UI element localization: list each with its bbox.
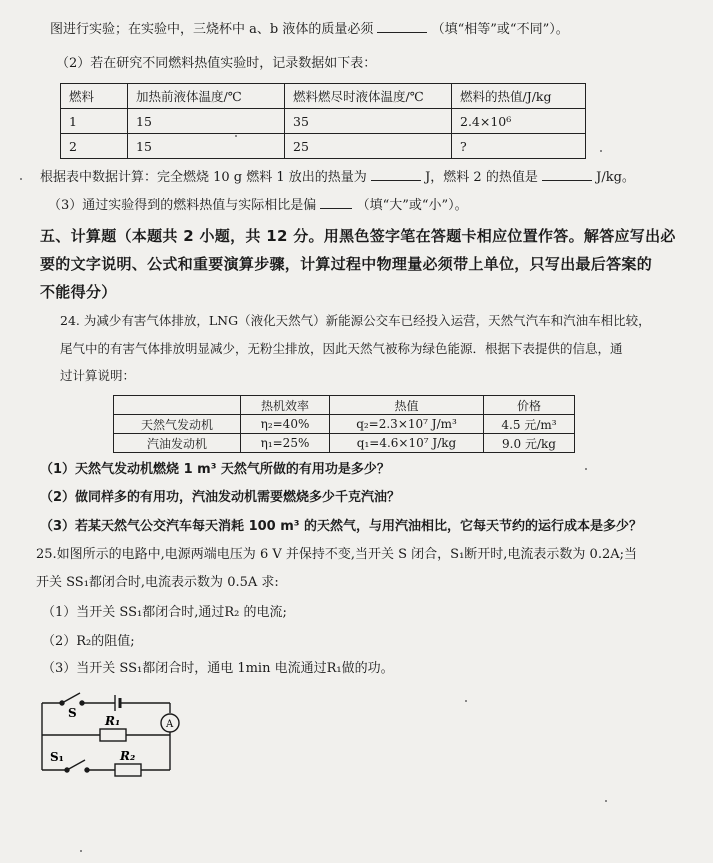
table-header-row	[114, 396, 575, 415]
question-24-3: （3）若某天然气公交汽车每天消耗 100 m³ 的天然气，与用汽油相比，它每天节约的运行成本是多少？	[40, 519, 642, 534]
section-heading: 五、计算题（本题共 2 小题，共 12 分。用黑色签字笔在答题卡相应位置作答。解答应写出必	[40, 227, 676, 245]
table-cell: 汽油发动机	[114, 434, 241, 453]
table-cell: 9.0 元/kg	[484, 434, 575, 453]
table-cell: 15	[128, 109, 285, 134]
table-cell: ?	[452, 134, 586, 159]
table-cell: 4.5 元/m³	[484, 415, 575, 434]
text: （填“大”或“小”）。	[356, 198, 468, 213]
question-25-text: 25.如图所示的电路中,电源两端电压为 6 V 并保持不变,当开关 S 闭合，S₁断开时,电流表示数为 0.2A;当	[36, 547, 637, 562]
answer-blank	[320, 196, 352, 209]
table-cell: q₂=2.3×10⁷ J/m³	[330, 415, 484, 434]
table-header: 价格	[484, 396, 575, 415]
table-cell: 25	[285, 134, 452, 159]
text: （填“相等”或“不同”）。	[431, 22, 569, 37]
table-header: 热值	[330, 396, 484, 415]
table-row	[61, 109, 586, 134]
fuel-data-table	[60, 83, 586, 159]
table-header: 加热前液体温度/℃	[128, 84, 285, 109]
table-cell: q₁=4.6×10⁷ J/kg	[330, 434, 484, 453]
table-header: 燃料燃尽时液体温度/℃	[285, 84, 452, 109]
question-24-text: 过计算说明：	[60, 368, 136, 383]
answer-blank	[377, 20, 427, 33]
question-24-1: （1）天然气发动机燃烧 1 m³ 天然气所做的有用功是多少？	[40, 462, 390, 477]
question-25-2: （2）R₂的阻值;	[42, 634, 135, 649]
table-cell: 1	[61, 109, 128, 134]
scan-speck	[465, 700, 467, 702]
table-header: 热机效率	[241, 396, 330, 415]
table-cell: 15	[128, 134, 285, 159]
ammeter-label: A	[166, 719, 174, 730]
answer-blank	[542, 168, 592, 181]
table-cell: 35	[285, 109, 452, 134]
question-24-text: 24. 为减少有害气体排放，LNG（液化天然气）新能源公交车已经投入运营，天然气汽车和汽油车相比较，	[60, 313, 651, 328]
question-25-text: 开关 SS₁都闭合时,电流表示数为 0.5A 求:	[36, 575, 279, 590]
question-25-1: （1）当开关 SS₁都闭合时,通过R₂ 的电流;	[42, 605, 287, 620]
question-24-text: 尾气中的有害气体排放明显减少，无粉尘排放，因此天然气被称为绿色能源．根据下表提供的信息，通	[60, 341, 623, 356]
text: 根据表中数据计算：完全燃烧 10 g 燃料 1 放出的热量为	[40, 170, 367, 185]
scan-speck	[585, 468, 587, 470]
text: （3）通过实验得到的燃料热值与实际相比是偏	[48, 198, 317, 213]
scan-speck	[20, 178, 22, 180]
question-line	[48, 196, 468, 215]
subquestion-2: （2）若在研究不同燃料热值实验时，记录数据如下表：	[56, 56, 377, 71]
table-header: 燃料的热值/J/kg	[452, 84, 586, 109]
text: 图进行实验；在实验中，三烧杯中 a、b 液体的质量必须	[50, 22, 374, 37]
table-cell: 2	[61, 134, 128, 159]
table-cell: η₁=25%	[241, 434, 330, 453]
scan-speck	[80, 850, 82, 852]
question-24-2: （2）做同样多的有用功，汽油发动机需要燃烧多少千克汽油？	[40, 490, 401, 505]
resistor-r1-label: R₁	[105, 714, 121, 728]
table-header	[114, 396, 241, 415]
section-heading: 不能得分）	[40, 283, 117, 301]
question-line	[50, 20, 569, 39]
circuit-diagram	[30, 685, 200, 790]
table-row	[114, 415, 575, 434]
table-header: 燃料	[61, 84, 128, 109]
section-heading: 要的文字说明、公式和重要演算步骤，计算过程中物理量必须带上单位，只写出最后答案的	[40, 255, 653, 273]
switch-s1-label: S₁	[50, 750, 64, 764]
engine-comparison-table	[113, 395, 575, 453]
table-cell: η₂=40%	[241, 415, 330, 434]
table-row	[114, 434, 575, 453]
question-25-3: （3）当开关 SS₁都闭合时，通电 1min 电流通过R₁做的功。	[42, 661, 394, 676]
table-cell: 2.4×10⁶	[452, 109, 586, 134]
scan-speck	[605, 800, 607, 802]
scan-speck	[600, 150, 602, 152]
text: J/kg。	[596, 170, 635, 185]
table-cell: 天然气发动机	[114, 415, 241, 434]
table-header-row	[61, 84, 586, 109]
resistor-r2-label: R₂	[120, 749, 136, 763]
text: J，燃料 2 的热值是	[425, 170, 538, 185]
table-row	[61, 134, 586, 159]
question-line	[40, 168, 635, 187]
switch-s-label: S	[68, 706, 77, 720]
answer-blank	[371, 168, 421, 181]
scan-speck	[235, 135, 237, 137]
